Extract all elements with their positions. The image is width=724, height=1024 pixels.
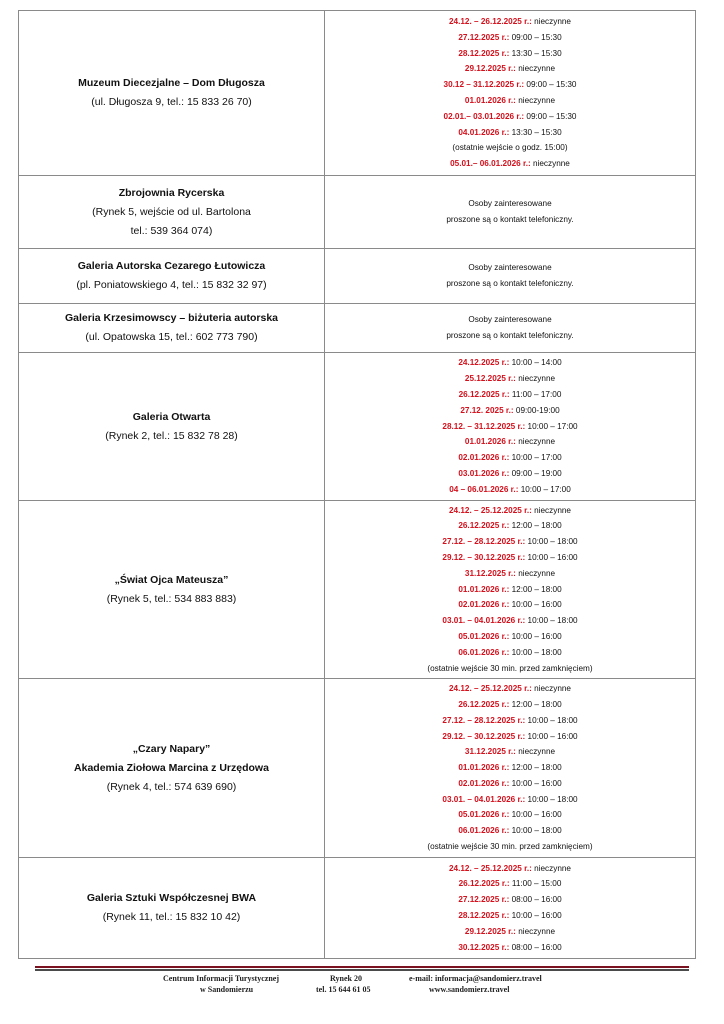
hours-date: 01.01.2026 r.: <box>458 584 510 594</box>
hours-value: 09:00 – 15:30 <box>524 80 577 90</box>
hours-line <box>325 697 695 713</box>
hours-value: nieczynne <box>515 926 556 936</box>
venue-cell <box>19 11 325 176</box>
hours-date: 03.01. – 04.01.2026 r.: <box>442 616 526 626</box>
hours-line <box>325 629 695 645</box>
hours-value: 12:00 – 18:00 <box>509 763 562 773</box>
venue-address: (ul. Długosza 9, tel.: 15 833 26 70) <box>91 96 252 108</box>
hours-date: 24.12.2025 r.: <box>458 358 510 368</box>
venue-name: Galeria Krzesimowscy – biżuteria autorska <box>64 312 278 324</box>
hours-line <box>325 434 695 450</box>
hours-date: 27.12. – 28.12.2025 r.: <box>442 537 526 547</box>
hours-date: 26.12.2025 r.: <box>458 390 510 399</box>
hours-line <box>325 518 695 534</box>
hours-line <box>325 908 695 924</box>
hours-line <box>325 550 695 566</box>
hours-value: nieczynne <box>515 568 556 578</box>
hours-date: 03.01. – 04.01.2026 r.: <box>442 794 526 804</box>
contact-note: Osoby zainteresowane <box>468 263 552 272</box>
hours-line <box>325 125 695 141</box>
hours-date: 29.12. – 30.12.2025 r.: <box>442 553 526 562</box>
hours-value: 12:00 – 18:00 <box>509 521 562 531</box>
hours-value: 10:00 – 18:00 <box>525 616 578 626</box>
hours-value: 08:00 – 16:00 <box>509 895 562 905</box>
hours-date: 29.12. – 30.12.2025 r.: <box>442 731 526 741</box>
hours-line <box>325 681 695 697</box>
hours-value: 12:00 – 18:00 <box>509 699 562 709</box>
hours-value: 13:30 – 15:30 <box>509 48 562 58</box>
hours-date: 31.12.2025 r.: <box>464 747 516 757</box>
hours-date: 01.01.2026 r.: <box>464 96 516 105</box>
venue-address: tel.: 539 364 074) <box>130 224 213 237</box>
hours-value: nieczynne <box>531 863 571 873</box>
hours-date: 30.12 – 31.12.2025 r.: <box>443 80 525 90</box>
hours-cell <box>325 353 696 501</box>
hours-value: 10:00 – 16:00 <box>509 911 562 920</box>
hours-value: 10:00 – 16:00 <box>509 778 562 788</box>
venue-cell <box>19 858 325 959</box>
hours-line <box>325 713 695 729</box>
hours-line <box>325 403 695 419</box>
hours-date: 29.12.2025 r.: <box>464 64 516 74</box>
hours-date: 30.12.2025 r.: <box>458 942 510 952</box>
hours-value: nieczynne <box>531 17 571 27</box>
footer-email[interactable]: e-mail: informacja@sandomierz.travel <box>409 974 542 983</box>
hours-date: 28.12. – 31.12.2025 r.: <box>442 421 526 431</box>
hours-date: 27.12.2025 r.: <box>458 32 510 42</box>
hours-date: 05.01.– 06.01.2026 r.: <box>450 159 531 169</box>
venue-name: Galeria Otwarta <box>132 410 211 423</box>
hours-value: (ostatnie wejście 30 min. przed zamknięciem) <box>427 842 593 852</box>
hours-line <box>325 482 695 498</box>
hours-date: 31.12.2025 r.: <box>464 568 516 578</box>
hours-line <box>325 30 695 46</box>
footer-address: Rynek 20 <box>330 974 362 983</box>
footer-divider <box>35 966 689 971</box>
venue-address: (Rynek 2, tel.: 15 832 78 28) <box>105 429 238 442</box>
venue-row <box>19 176 696 249</box>
venue-row <box>19 858 696 959</box>
hours-line <box>325 387 695 403</box>
hours-value: (ostatnie wejście o godz. 15:00) <box>452 143 568 153</box>
hours-line <box>325 613 695 629</box>
hours-date: 06.01.2026 r.: <box>458 826 510 836</box>
hours-value: 10:00 – 18:00 <box>525 794 578 804</box>
footer-phone: tel. 15 644 61 05 <box>316 985 371 994</box>
hours-cell <box>325 176 696 249</box>
hours-line <box>325 661 695 677</box>
hours-cell <box>325 679 696 858</box>
opening-hours-table <box>18 10 696 959</box>
venue-name: Akademia Ziołowa Marcina z Urzędowa <box>74 761 269 774</box>
hours-value: 10:00 – 18:00 <box>525 537 578 547</box>
venue-address: (Rynek 11, tel.: 15 832 10 42) <box>102 911 241 923</box>
hours-cell <box>325 858 696 959</box>
venue-address: (Rynek 5, wejście od ul. Bartolona <box>92 205 251 218</box>
hours-line <box>325 861 695 877</box>
venue-address: (pl. Poniatowskiego 4, tel.: 15 832 32 97) <box>76 279 267 291</box>
hours-line <box>325 823 695 839</box>
hours-date: 26.12.2025 r.: <box>458 521 510 531</box>
hours-date: 02.01.2026 r.: <box>458 453 510 463</box>
contact-note: proszone są o kontakt telefoniczny. <box>446 279 574 288</box>
hours-value: 09:00 – 15:30 <box>524 111 577 121</box>
hours-value: 10:00 – 17:00 <box>509 453 562 463</box>
hours-value: nieczynne <box>531 684 571 694</box>
hours-value: 10:00 – 16:00 <box>509 810 562 820</box>
venue-address: (ul. Opatowska 15, tel.: 602 773 790) <box>85 331 258 343</box>
hours-value: 10:00 – 16:00 <box>509 631 562 641</box>
hours-line <box>325 645 695 661</box>
hours-date: 26.12.2025 r.: <box>458 879 510 889</box>
venue-row <box>19 501 696 679</box>
hours-date: 25.12.2025 r.: <box>464 374 516 384</box>
hours-date: 28.12.2025 r.: <box>458 911 510 920</box>
venue-row <box>19 11 696 176</box>
venue-name: Muzeum Diecezjalne – Dom Długosza <box>78 77 265 89</box>
hours-value: nieczynne <box>530 159 570 169</box>
hours-line <box>325 566 695 582</box>
venue-cell <box>19 353 325 501</box>
hours-value: 10:00 – 17:00 <box>525 421 578 431</box>
hours-line <box>325 46 695 62</box>
hours-date: 04.01.2026 r.: <box>458 127 510 137</box>
hours-value: 10:00 – 16:00 <box>509 600 562 610</box>
hours-line <box>325 924 695 940</box>
venue-cell <box>19 249 325 304</box>
hours-line <box>325 534 695 550</box>
hours-cell <box>325 249 696 304</box>
hours-cell <box>325 304 696 353</box>
hours-line <box>325 503 695 519</box>
hours-value: 10:00 – 18:00 <box>509 647 562 657</box>
hours-line <box>325 156 695 172</box>
venue-name: Galeria Autorska Cezarego Łutowicza <box>77 260 266 272</box>
hours-cell <box>325 501 696 679</box>
venue-cell <box>19 176 325 249</box>
hours-value: (ostatnie wejście 30 min. przed zamknięciem) <box>427 663 593 673</box>
hours-date: 27.12. 2025 r.: <box>460 405 514 415</box>
hours-value: nieczynne <box>531 505 571 515</box>
hours-line <box>325 729 695 745</box>
hours-line <box>325 876 695 892</box>
hours-line <box>325 109 695 125</box>
page-footer <box>0 973 724 999</box>
contact-note: Osoby zainteresowane <box>468 199 552 208</box>
hours-value: 10:00 – 18:00 <box>525 715 578 725</box>
hours-value: 10:00 – 18:00 <box>509 826 562 836</box>
hours-value: 09:00-19:00 <box>513 405 560 415</box>
hours-date: 05.01.2026 r.: <box>458 810 510 820</box>
hours-line <box>325 14 695 30</box>
contact-note: Osoby zainteresowane <box>468 315 552 324</box>
hours-date: 27.12.2025 r.: <box>458 895 510 905</box>
hours-date: 02.01.2026 r.: <box>458 600 510 610</box>
hours-value: 12:00 – 18:00 <box>509 584 562 594</box>
hours-value: 13:30 – 15:30 <box>509 127 562 137</box>
hours-value: nieczynne <box>515 96 556 105</box>
venue-row <box>19 304 696 353</box>
footer-org-name: Centrum Informacji Turystycznej <box>163 974 279 983</box>
hours-line <box>325 371 695 387</box>
hours-line <box>325 61 695 77</box>
hours-date: 24.12. – 25.12.2025 r.: <box>448 684 532 694</box>
venue-name: Galeria Sztuki Współczesnej BWA <box>86 892 257 904</box>
hours-line <box>325 450 695 466</box>
venue-name: „Czary Napary” <box>132 742 211 755</box>
hours-line <box>325 776 695 792</box>
hours-line <box>325 839 695 855</box>
opening-hours-table-body <box>19 11 696 959</box>
venue-row <box>19 679 696 858</box>
hours-date: 02.01.2026 r.: <box>458 778 510 788</box>
hours-date: 06.01.2026 r.: <box>458 647 510 657</box>
hours-date: 04 – 06.01.2026 r.: <box>449 484 519 494</box>
hours-line <box>325 419 695 435</box>
venue-row <box>19 249 696 304</box>
hours-line <box>325 597 695 613</box>
hours-value: nieczynne <box>515 437 556 447</box>
hours-line <box>325 93 695 109</box>
hours-value: 10:00 – 14:00 <box>509 358 562 368</box>
hours-line <box>325 582 695 598</box>
venue-name: „Świat Ojca Mateusza” <box>114 573 229 586</box>
hours-date: 01.01.2026 r.: <box>464 437 516 447</box>
hours-value: 09:00 – 15:30 <box>509 32 562 42</box>
hours-date: 03.01.2026 r.: <box>458 468 510 478</box>
venue-row <box>19 353 696 501</box>
hours-line <box>325 792 695 808</box>
footer-org-city: w Sandomierzu <box>200 985 254 994</box>
hours-line <box>325 744 695 760</box>
hours-line <box>325 466 695 482</box>
contact-note: proszone są o kontakt telefoniczny. <box>446 215 574 224</box>
hours-date: 24.12. – 26.12.2025 r.: <box>448 17 532 27</box>
hours-date: 26.12.2025 r.: <box>458 699 510 709</box>
hours-value: 11:00 – 17:00 <box>509 390 562 399</box>
hours-date: 27.12. – 28.12.2025 r.: <box>442 715 526 725</box>
hours-cell <box>325 11 696 176</box>
venue-cell <box>19 679 325 858</box>
hours-line <box>325 355 695 371</box>
hours-date: 01.01.2026 r.: <box>458 763 510 773</box>
hours-line <box>325 140 695 156</box>
hours-line <box>325 760 695 776</box>
hours-value: nieczynne <box>515 374 556 384</box>
venue-name: Zbrojownia Rycerska <box>118 186 225 199</box>
hours-date: 24.12. – 25.12.2025 r.: <box>448 863 532 873</box>
hours-value: 11:00 – 15:00 <box>509 879 562 889</box>
hours-date: 05.01.2026 r.: <box>458 631 510 641</box>
hours-line <box>325 807 695 823</box>
footer-website[interactable]: www.sandomierz.travel <box>429 985 510 994</box>
hours-value: 10:00 – 16:00 <box>525 553 578 562</box>
venue-address: (Rynek 5, tel.: 534 883 883) <box>106 592 237 605</box>
contact-note: proszone są o kontakt telefoniczny. <box>446 331 574 340</box>
hours-line <box>325 940 695 956</box>
venue-cell <box>19 304 325 353</box>
venue-address: (Rynek 4, tel.: 574 639 690) <box>106 780 237 793</box>
hours-value: 10:00 – 16:00 <box>525 731 578 741</box>
hours-value: nieczynne <box>515 747 556 757</box>
hours-value: 09:00 – 19:00 <box>509 468 562 478</box>
hours-value: 10:00 – 17:00 <box>518 484 571 494</box>
hours-value: 08:00 – 16:00 <box>509 942 562 952</box>
hours-line <box>325 77 695 93</box>
hours-value: nieczynne <box>515 64 556 74</box>
venue-cell <box>19 501 325 679</box>
hours-date: 29.12.2025 r.: <box>464 926 516 936</box>
hours-date: 28.12.2025 r.: <box>458 48 510 58</box>
hours-date: 24.12. – 25.12.2025 r.: <box>448 505 532 515</box>
hours-line <box>325 892 695 908</box>
hours-date: 02.01.– 03.01.2026 r.: <box>443 111 525 121</box>
